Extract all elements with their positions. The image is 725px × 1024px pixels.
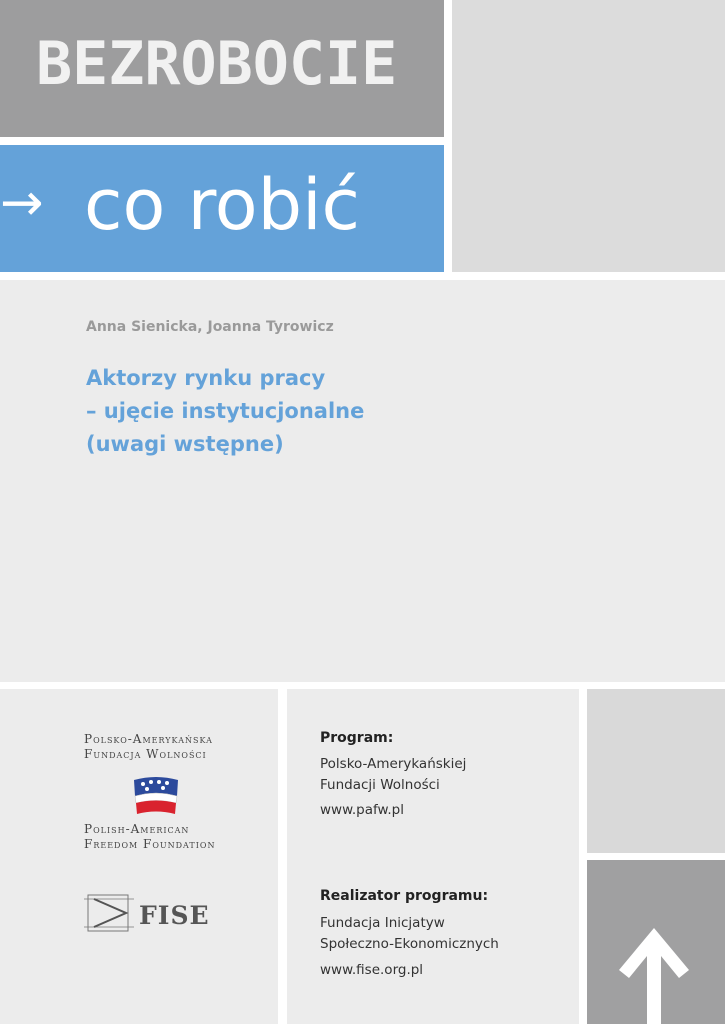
- implementer-name-line: Fundacja Inicjatyw: [320, 915, 445, 931]
- title-line: – ujęcie instytucjonalne: [86, 399, 365, 423]
- program-name-line: Fundacji Wolności: [320, 777, 440, 793]
- pafw-en-line: Freedom Foundation: [84, 837, 216, 851]
- title-line: Aktorzy rynku pracy: [86, 366, 326, 390]
- pafw-en-line: Polish-American: [84, 822, 190, 836]
- program-name-line: Polsko-Amerykańskiej: [320, 756, 467, 772]
- program-url-link[interactable]: www.pafw.pl: [320, 802, 404, 818]
- pafw-english-name: [84, 822, 215, 852]
- decorative-grey-block: [452, 0, 725, 272]
- document-title: [86, 362, 364, 461]
- implementer-name-line: Społeczno-Ekonomicznych: [320, 936, 499, 952]
- fise-wordmark: FISE: [139, 901, 210, 930]
- series-title: BEZROBOCIE: [36, 29, 398, 99]
- pafw-flag-icon: [131, 776, 181, 818]
- main-content: [0, 280, 725, 682]
- back-to-top-block[interactable]: [587, 860, 725, 1024]
- pafw-polish-name: [84, 732, 213, 762]
- series-subtitle: co robić: [84, 164, 361, 246]
- pafw-pl-line: Fundacja Wolności: [84, 747, 207, 761]
- right-arrow-icon: →: [0, 173, 44, 233]
- pafw-pl-line: Polsko-Amerykańska: [84, 732, 213, 746]
- implementer-label: Realizator programu:: [320, 888, 489, 904]
- series-subtitle-block: [0, 145, 444, 272]
- implementer-url-link[interactable]: www.fise.org.pl: [320, 962, 424, 978]
- title-line: (uwagi wstępne): [86, 432, 284, 456]
- decorative-grey-square: [587, 689, 725, 853]
- program-info-panel: [287, 689, 579, 1024]
- fise-logo-icon: [84, 889, 136, 937]
- logos-panel: [0, 689, 278, 1024]
- authors: Anna Sienicka, Joanna Tyrowicz: [86, 319, 334, 335]
- up-arrow-icon[interactable]: [617, 924, 691, 1024]
- series-title-block: [0, 0, 444, 137]
- program-label: Program:: [320, 730, 394, 746]
